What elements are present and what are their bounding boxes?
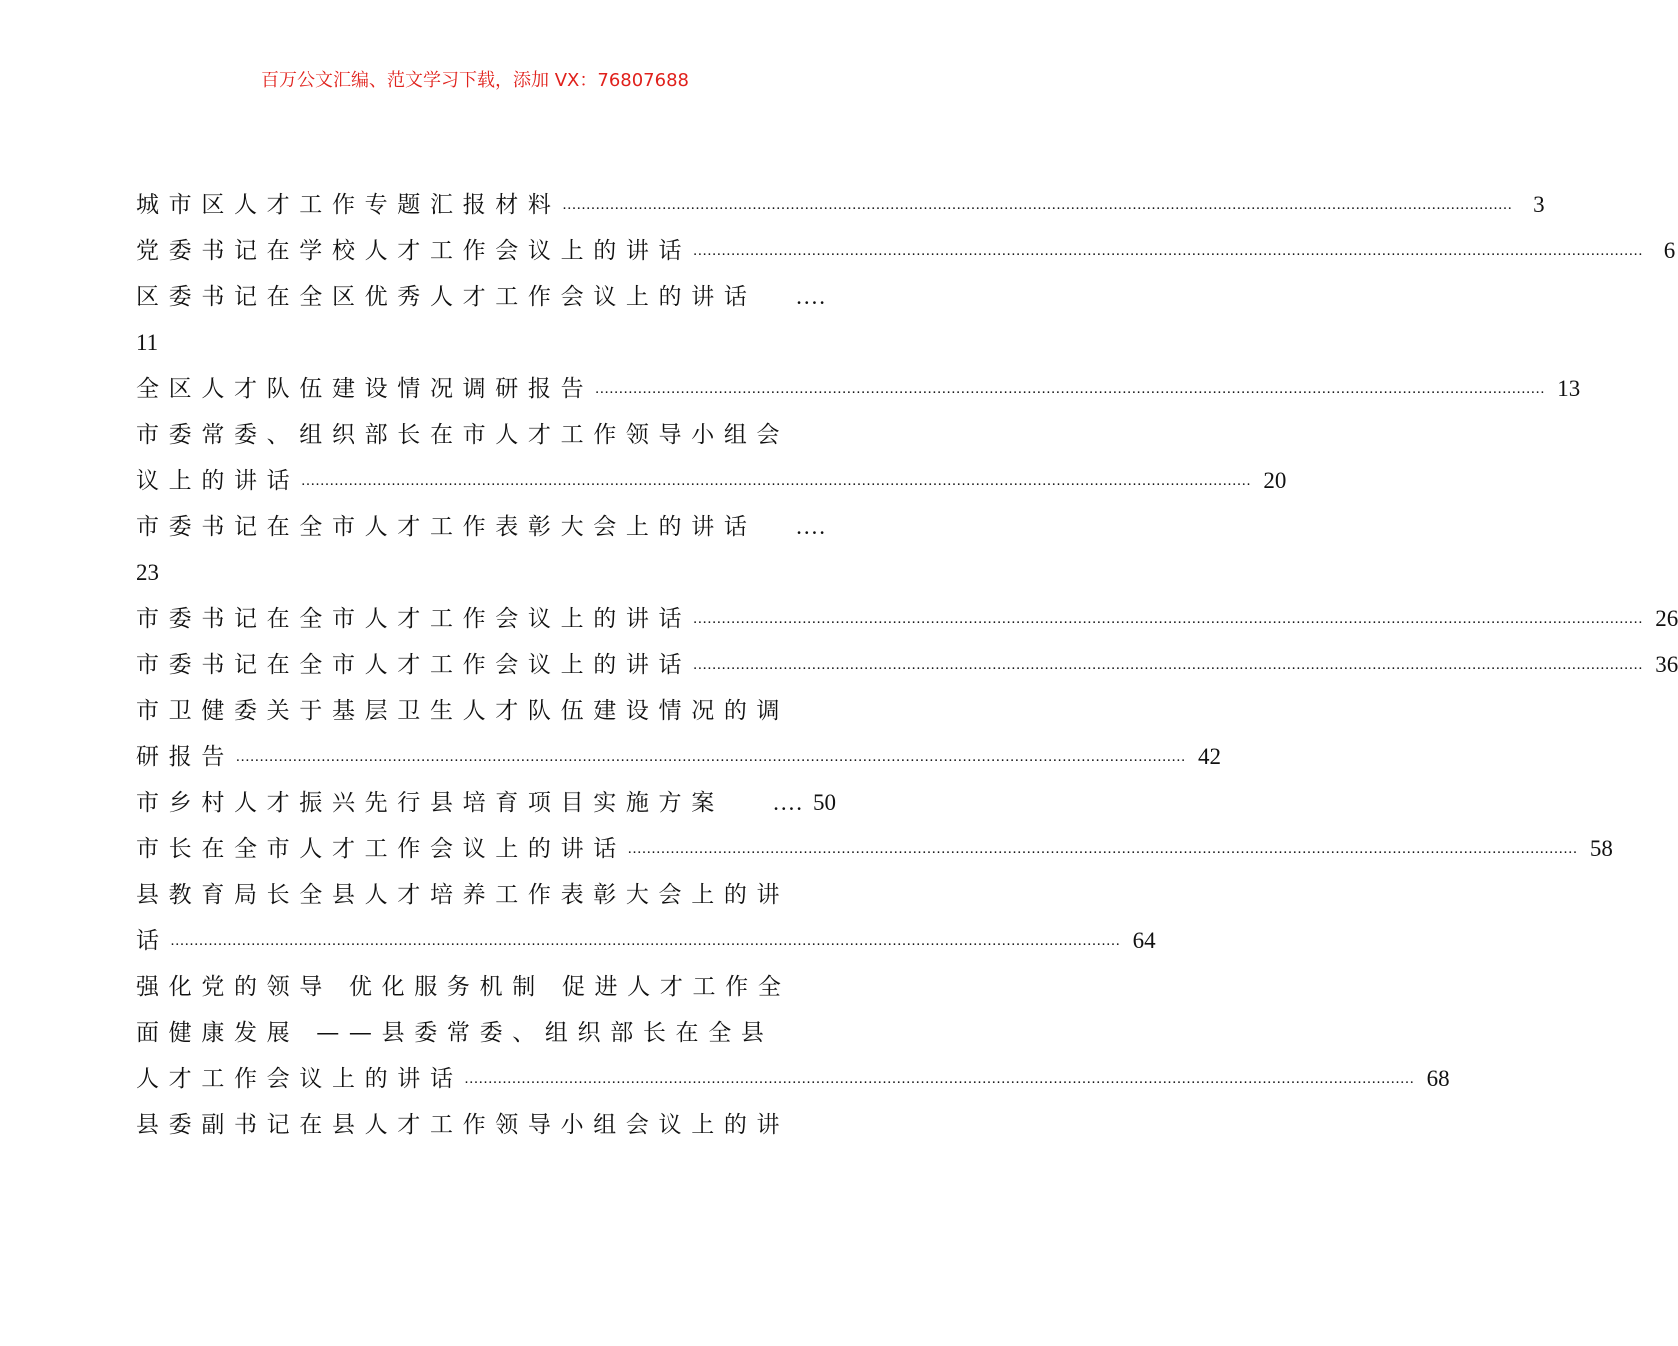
- toc-entry-line[interactable]: [136, 1056, 1450, 1102]
- toc-entry-page-number: 64: [1132, 928, 1156, 953]
- toc-entry-title: 议上的讲话: [136, 468, 300, 494]
- toc-entry-title: 区委书记在全区优秀人才工作会议上的讲话: [136, 284, 757, 310]
- toc-dot-leader: ........................................................................................................................................................................................................: [693, 657, 1644, 673]
- toc-entry-title: 党委书记在学校人才工作会议上的讲话: [136, 238, 692, 264]
- toc-entry-title: 城市区人才工作专题汇报材料: [136, 192, 561, 218]
- toc-dot-leader: ........................................................................................................................................................................................................: [562, 197, 1513, 213]
- toc-entry-page-number: 50: [813, 790, 836, 815]
- toc-entry-title: 市乡村人才振兴先行县培育项目实施方案: [136, 790, 724, 816]
- toc-entry-line[interactable]: [136, 642, 1678, 688]
- toc-entry-page-number: 68: [1426, 1066, 1450, 1091]
- toc-entry-page-number: 6: [1663, 238, 1676, 263]
- toc-entry-page-number: 3: [1533, 192, 1545, 217]
- toc-entry-page-number: 26: [1655, 606, 1678, 631]
- toc-dot-leader: ........................................................................................................................................................................................................: [627, 841, 1578, 857]
- toc-entry-page-number: 58: [1589, 836, 1613, 861]
- toc-dot-leader: ........................................................................................................................................................................................................: [693, 611, 1644, 627]
- toc-dot-leader: ….: [772, 790, 803, 815]
- toc-entry-line[interactable]: [136, 688, 836, 734]
- toc-entry-title: 市委书记在全市人才工作会议上的讲话: [136, 652, 692, 678]
- toc-entry-page-number: 11: [136, 330, 159, 355]
- toc-entry-line[interactable]: [136, 366, 1581, 412]
- toc-entry-page-number: 42: [1197, 744, 1221, 769]
- toc-dot-leader: ........................................................................................................................................................................................................: [170, 933, 1121, 949]
- toc-entry-line[interactable]: [136, 780, 836, 826]
- toc-entry-line[interactable]: [136, 274, 836, 320]
- toc-dot-leader: ….: [795, 284, 826, 309]
- toc-entry-page-number: 13: [1557, 376, 1581, 401]
- toc-entry-title: 面健康发展 ——县委常委、组织部长在全县: [136, 1020, 774, 1046]
- toc-entry-line[interactable]: [136, 550, 836, 596]
- toc-entry-line[interactable]: [136, 596, 1678, 642]
- toc-entry-title: 市委书记在全市人才工作会议上的讲话: [136, 606, 692, 632]
- table-of-contents: [136, 182, 1678, 1148]
- toc-dot-leader: ........................................................................................................................................................................................................: [693, 243, 1644, 259]
- toc-entry-title: 县教育局长全县人才培养工作表彰大会上的讲: [136, 882, 790, 908]
- toc-entry-line[interactable]: [136, 872, 836, 918]
- toc-entry-line[interactable]: [136, 734, 1221, 780]
- toc-dot-leader: ........................................................................................................................................................................................................: [464, 1071, 1415, 1087]
- toc-entry-title: 研报告: [136, 744, 234, 770]
- toc-entry-title: 全区人才队伍建设情况调研报告: [136, 376, 594, 402]
- toc-dot-leader: ........................................................................................................................................................................................................: [301, 473, 1252, 489]
- toc-entry-title: 市委书记在全市人才工作表彰大会上的讲话: [136, 514, 757, 540]
- toc-entry-line[interactable]: [136, 826, 1613, 872]
- toc-entry-title: 强化党的领导 优化服务机制 促进人才工作全: [136, 974, 791, 1000]
- toc-entry-page-number: 20: [1263, 468, 1287, 493]
- toc-entry-title: 话: [136, 928, 169, 954]
- toc-entry-title: 市长在全市人才工作会议上的讲话: [136, 836, 626, 862]
- toc-entry-page-number: 36: [1655, 652, 1678, 677]
- toc-entry-line[interactable]: [136, 412, 836, 458]
- toc-entry-title: 人才工作会议上的讲话: [136, 1066, 463, 1092]
- toc-entry-line[interactable]: [136, 182, 1545, 228]
- toc-entry-title: 市委常委、组织部长在市人才工作领导小组会: [136, 422, 790, 448]
- toc-entry-line[interactable]: [136, 1010, 836, 1056]
- toc-entry-line[interactable]: [136, 1102, 836, 1148]
- toc-entry-title: 县委副书记在县人才工作领导小组会议上的讲: [136, 1112, 790, 1138]
- header-watermark-text: 百万公文汇编、范文学习下载，添加 VX：76807688: [261, 70, 689, 91]
- toc-dot-leader: ........................................................................................................................................................................................................: [235, 749, 1186, 765]
- toc-entry-line[interactable]: [136, 320, 836, 366]
- toc-entry-page-number: 23: [136, 560, 159, 585]
- toc-entry-line[interactable]: [136, 964, 836, 1010]
- toc-entry-line[interactable]: [136, 228, 1676, 274]
- toc-dot-leader: ........................................................................................................................................................................................................: [595, 381, 1546, 397]
- toc-entry-line[interactable]: [136, 458, 1287, 504]
- toc-entry-title: 市卫健委关于基层卫生人才队伍建设情况的调: [136, 698, 790, 724]
- toc-entry-line[interactable]: [136, 918, 1156, 964]
- toc-dot-leader: ….: [795, 514, 826, 539]
- toc-entry-line[interactable]: [136, 504, 836, 550]
